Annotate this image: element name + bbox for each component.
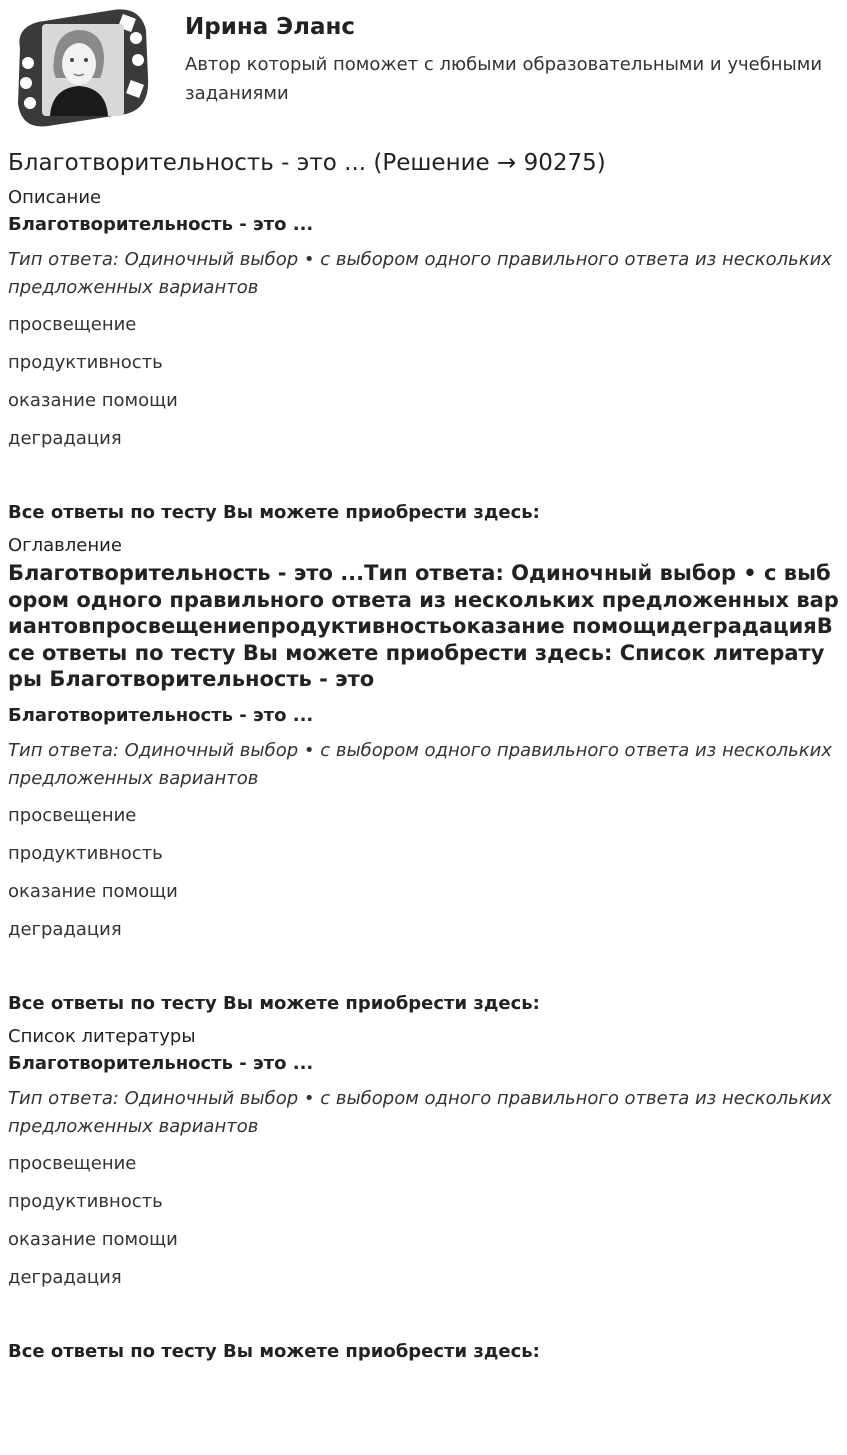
section-label-literature: Список литературы xyxy=(8,1025,196,1047)
toc-section xyxy=(8,534,839,1017)
option-item: деградация xyxy=(8,428,122,449)
author-header xyxy=(0,0,847,140)
option-item: деградация xyxy=(8,1266,122,1288)
description-section xyxy=(8,186,839,526)
option-item: оказание помощи xyxy=(8,1228,178,1250)
page-title: Благотворительность - это ... (Решение → 90275) xyxy=(8,150,606,176)
option-item: продуктивность xyxy=(8,1190,163,1212)
buy-note: Все ответы по тесту Вы можете приобрести здесь: xyxy=(8,992,540,1014)
option-item: оказание помощи xyxy=(8,390,178,411)
option-item: просвещение xyxy=(8,804,137,826)
option-item: продуктивность xyxy=(8,842,163,864)
question-type: Тип ответа: Одиночный выбор • с выбором одного правильного ответа из нескольких предложенных вариантов xyxy=(8,739,832,789)
author-avatar-icon xyxy=(8,8,150,128)
main-content xyxy=(0,148,847,1365)
author-description: Автор который поможет с любыми образовательными и учебными заданиями xyxy=(185,54,823,104)
question-title: Благотворительность - это ... xyxy=(8,1052,314,1074)
option-item: просвещение xyxy=(8,1152,137,1174)
option-item: просвещение xyxy=(8,314,137,335)
question-title: Благотворительность - это ... xyxy=(8,214,314,235)
option-item: оказание помощи xyxy=(8,880,178,902)
option-item: деградация xyxy=(8,918,122,940)
literature-section xyxy=(8,1025,839,1365)
buy-note: Все ответы по тесту Вы можете приобрести здесь: xyxy=(8,1340,540,1362)
author-name: Ирина Эланс xyxy=(185,14,356,40)
question-type: Тип ответа: Одиночный выбор • с выбором одного правильного ответа из нескольких предложенных вариантов xyxy=(8,249,832,298)
question-type: Тип ответа: Одиночный выбор • с выбором одного правильного ответа из нескольких предложенных вариантов xyxy=(8,1087,832,1137)
toc-text: Благотворительность - это ...Тип ответа: Одиночный выбор • с выбором одного правильного ответа из нескольких предложенных вариантовпросвещениепродуктивностьоказание помощидеградацияВсе ответы по тесту Вы можете приобрести здесь: Список литературы Благотворительность - это xyxy=(8,561,839,691)
buy-note: Все ответы по тесту Вы можете приобрести здесь: xyxy=(8,502,540,523)
section-label-description: Описание xyxy=(8,187,102,208)
section-label-toc: Оглавление xyxy=(8,535,122,556)
question-title: Благотворительность - это ... xyxy=(8,704,314,726)
option-item: продуктивность xyxy=(8,352,163,373)
